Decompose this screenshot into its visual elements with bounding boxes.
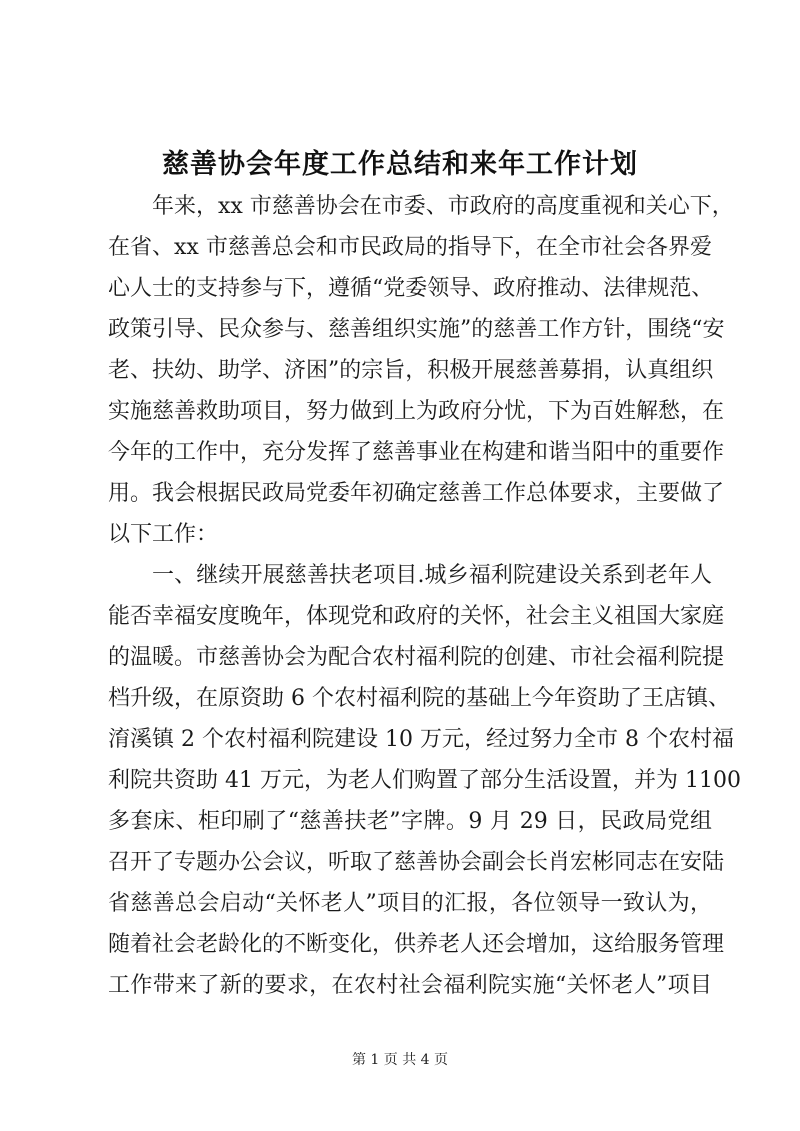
paragraph-line: 老、扶幼、助学、济困”的宗旨，积极开展慈善募捐，认真组织 bbox=[108, 358, 714, 383]
paragraph-line: 一、继续开展慈善扶老项目.城乡福利院建设关系到老年人 bbox=[152, 563, 712, 588]
paragraph-line: 在省、xx 市慈善总会和市民政局的指导下，在全市社会各界爱 bbox=[108, 235, 712, 260]
document-body bbox=[108, 186, 741, 1006]
paragraph-line: 年来，xx 市慈善协会在市委、市政府的高度重视和关心下， bbox=[152, 194, 734, 219]
paragraph-line: 能否幸福安度晚年，体现党和政府的关怀，社会主义祖国大家庭 bbox=[108, 604, 725, 629]
paragraph-line: 工作带来了新的要求，在农村社会福利院实施“关怀老人”项目 bbox=[108, 973, 712, 998]
page-title: 慈善协会年度工作总结和来年工作计划 bbox=[162, 149, 638, 180]
paragraph-line: 档升级，在原资助 6 个农村福利院的基础上今年资助了王店镇、 bbox=[108, 686, 730, 711]
paragraph-line: 淯溪镇 2 个农村福利院建设 10 万元，经过努力全市 8 个农村福 bbox=[108, 727, 734, 752]
paragraph-line: 用。我会根据民政局党委年初确定慈善工作总体要求，主要做了 bbox=[108, 481, 725, 506]
paragraph-line: 利院共资助 41 万元，为老人们购置了部分生活设置，并为 1100 bbox=[108, 768, 741, 793]
paragraph-line: 的温暖。市慈善协会为配合农村福利院的创建、市社会福利院提 bbox=[108, 645, 725, 670]
paragraph-line: 以下工作： bbox=[108, 522, 219, 547]
paragraph-line: 心人士的支持参与下，遵循“党委领导、政府推动、法律规范、 bbox=[108, 276, 714, 301]
paragraph-line: 随着社会老龄化的不断变化，供养老人还会增加，这给服务管理 bbox=[108, 932, 725, 957]
paragraph-line: 召开了专题办公会议，听取了慈善协会副会长肖宏彬同志在安陆 bbox=[108, 850, 725, 875]
paragraph-line: 多套床、柜印刷了“慈善扶老”字牌。9 月 29 日，民政局党组 bbox=[108, 809, 712, 834]
paragraph-line: 实施慈善救助项目，努力做到上为政府分忧，下为百姓解愁，在 bbox=[108, 399, 725, 424]
paragraph-line: 政策引导、民众参与、慈善组织实施”的慈善工作方针，围绕“安 bbox=[108, 317, 725, 342]
paragraph-line: 省慈善总会启动“关怀老人”项目的汇报，各位领导一致认为， bbox=[108, 891, 712, 916]
page-number-footer: 第 1 页 共 4 页 bbox=[351, 1052, 449, 1068]
paragraph-line: 今年的工作中，充分发挥了慈善事业在构建和谐当阳中的重要作 bbox=[108, 440, 725, 465]
